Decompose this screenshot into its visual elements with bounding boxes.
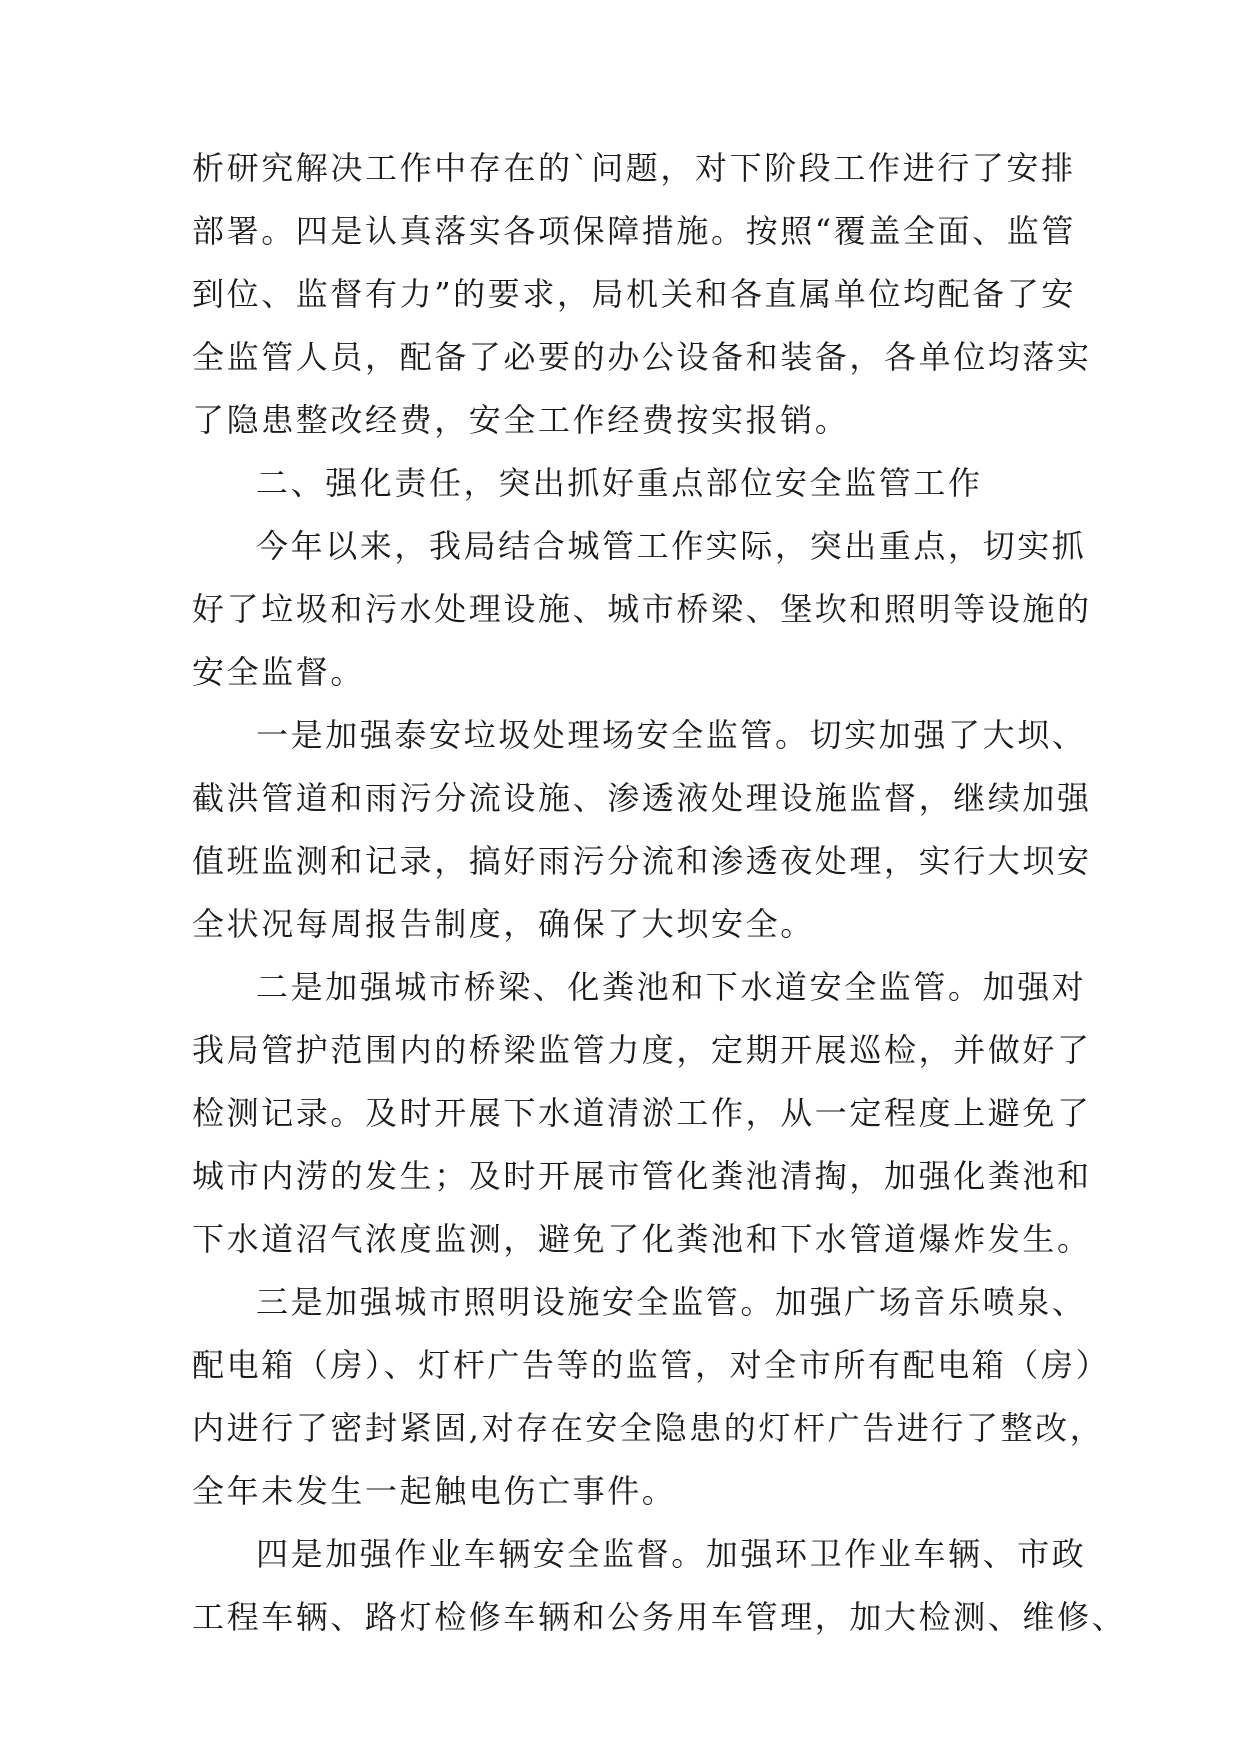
text-line: 析研究解决工作中存在的`问题，对下阶段工作进行了安排 bbox=[192, 149, 1076, 187]
section-heading: 二、强化责任，突出抓好重点部位安全监管工作 bbox=[256, 464, 983, 502]
text-line: 内进行了密封紧固,对存在安全隐患的灯杆广告进行了整改， bbox=[192, 1409, 1105, 1447]
text-line: 城市内涝的发生；及时开展市管化粪池清掏，加强化粪池和 bbox=[192, 1157, 1092, 1195]
text-line: 到位、监督有力”的要求，局机关和各直属单位均配备了安 bbox=[192, 275, 1076, 313]
text-line: 我局管护范围内的桥梁监管力度，定期开展巡检，并做好了 bbox=[192, 1031, 1092, 1069]
text-line: 配电箱（房）、灯杆广告等的监管，对全市所有配电箱（房） bbox=[192, 1346, 1111, 1384]
text-line: 三是加强城市照明设施安全监管。加强广场音乐喷泉、 bbox=[256, 1283, 1087, 1321]
text-line: 部署。四是认真落实各项保障措施。按照“覆盖全面、监管 bbox=[192, 212, 1076, 250]
text-line: 四是加强作业车辆安全监督。加强环卫作业车辆、市政 bbox=[256, 1535, 1087, 1573]
text-line: 好了垃圾和污水处理设施、城市桥梁、堡坎和照明等设施的 bbox=[192, 590, 1092, 628]
text-line: 全监管人员，配备了必要的办公设备和装备，各单位均落实 bbox=[192, 338, 1092, 376]
text-line: 下水道沼气浓度监测，避免了化粪池和下水管道爆炸发生。 bbox=[192, 1220, 1092, 1258]
text-line: 今年以来，我局结合城管工作实际，突出重点，切实抓 bbox=[256, 527, 1087, 565]
text-line: 截洪管道和雨污分流设施、渗透液处理设施监督，继续加强 bbox=[192, 779, 1092, 817]
text-line: 工程车辆、路灯检修车辆和公务用车管理，加大检测、维修、 bbox=[192, 1598, 1127, 1636]
text-line: 值班监测和记录，搞好雨污分流和渗透夜处理，实行大坝安 bbox=[192, 842, 1092, 880]
text-line: 安全监督。 bbox=[192, 653, 366, 691]
text-line: 全年未发生一起触电伤亡事件。 bbox=[192, 1472, 677, 1510]
text-line: 一是加强泰安垃圾处理场安全监管。切实加强了大坝、 bbox=[256, 716, 1087, 754]
text-line: 全状况每周报告制度，确保了大坝安全。 bbox=[192, 905, 815, 943]
text-line: 检测记录。及时开展下水道清淤工作，从一定程度上避免了 bbox=[192, 1094, 1092, 1132]
text-line: 了隐患整改经费，安全工作经费按实报销。 bbox=[192, 401, 850, 439]
text-line: 二是加强城市桥梁、化粪池和下水道安全监管。加强对 bbox=[256, 968, 1087, 1006]
